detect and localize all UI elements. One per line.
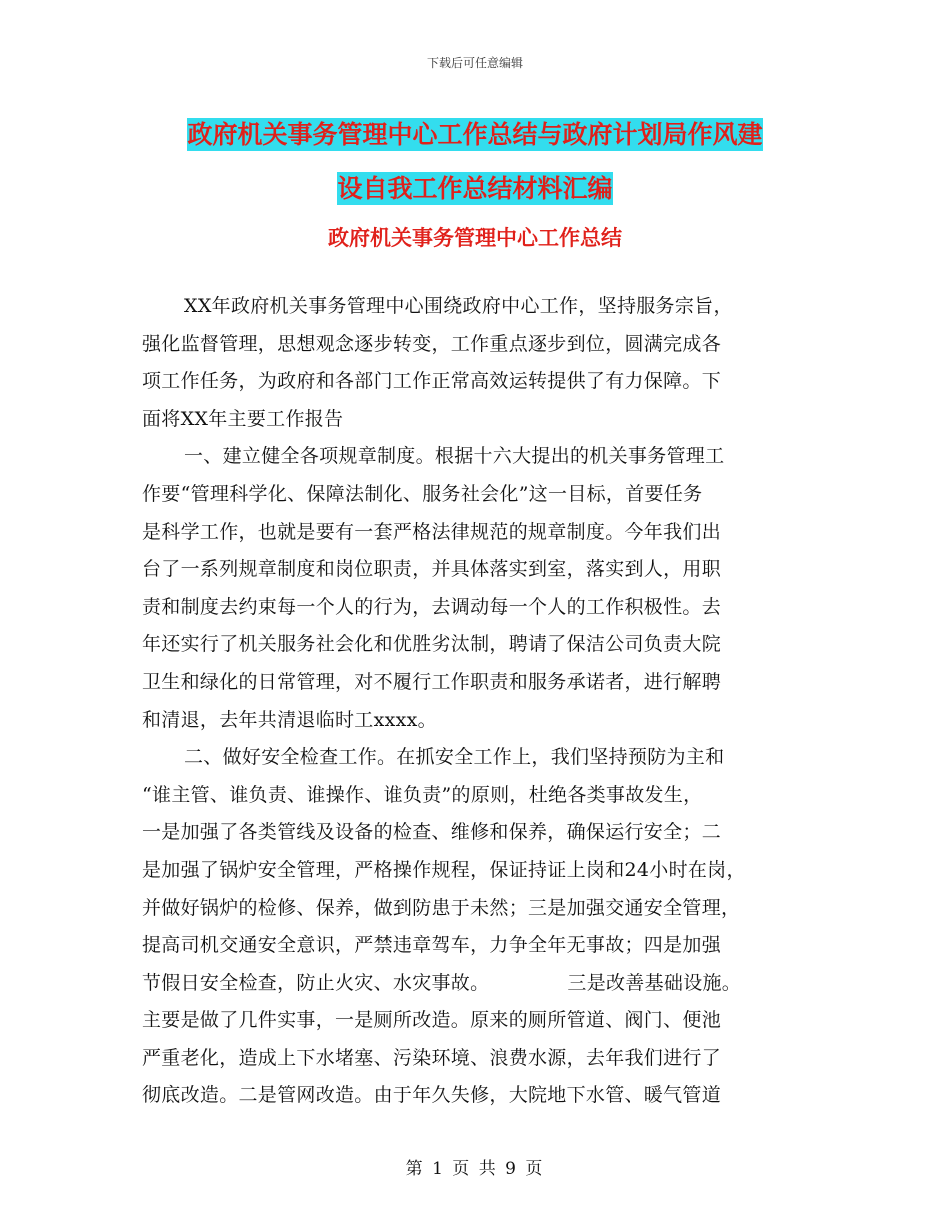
header-note: 下载后可任意编辑	[426, 56, 523, 70]
paragraph-line: 年还实行了机关服务社会化和优胜劣汰制，聘请了保洁公司负责大院	[142, 633, 722, 656]
paragraph-line: “谁主管、谁负责、谁操作、谁负责”的原则，杜绝各类事故发生，	[142, 783, 703, 806]
title-line-1: 政府机关事务管理中心工作总结与政府计划局作风建	[187, 120, 763, 149]
paragraph-line: 是加强了锅炉安全管理，严格操作规程，保证持证上岗和24小时在岗，	[142, 858, 746, 881]
paragraph-line: 责和制度去约束每一个人的行为，去调动每一个人的工作积极性。去	[142, 595, 722, 618]
paragraph-line	[142, 965, 802, 1003]
body-text	[142, 288, 802, 1115]
paragraph-line: 一是加强了各类管线及设备的检查、维修和保养，确保运行安全；二	[142, 821, 722, 844]
paragraph-line: 是科学工作，也就是要有一套严格法律规范的规章制度。今年我们出	[142, 520, 722, 543]
paragraph-line: 项工作任务，为政府和各部门工作正常高效运转提供了有力保障。下	[142, 370, 722, 393]
paragraph-line-tail: 三是改善基础设施。	[567, 971, 742, 994]
paragraph-line: 卫生和绿化的日常管理，对不履行工作职责和服务承诺者，进行解聘	[142, 670, 722, 693]
section-title: 政府机关事务管理中心工作总结	[328, 226, 622, 250]
paragraph-line: 作要“管理科学化、保障法制化、服务社会化”这一目标，首要任务	[142, 482, 703, 505]
paragraph-line: XX年政府机关事务管理中心围绕政府中心工作，坚持服务宗旨，	[184, 295, 733, 317]
paragraph-line: 主要是做了几件实事，一是厕所改造。原来的厕所管道、阀门、便池	[142, 1009, 722, 1032]
paragraph-line: 台了一系列规章制度和岗位职责，并具体落实到室，落实到人，用职	[142, 558, 722, 581]
paragraph-line: 强化监督管理，思想观念逐步转变，工作重点逐步到位，圆满完成各	[142, 332, 722, 355]
paragraph-line: 严重老化，造成上下水堵塞、污染环境、浪费水源，去年我们进行了	[142, 1046, 722, 1069]
paragraph-line: 和清退，去年共清退临时工xxxx。	[142, 708, 437, 731]
paragraph-line: 并做好锅炉的检修、保养，做到防患于未然；三是加强交通安全管理，	[142, 896, 741, 919]
paragraph-line: 彻底改造。二是管网改造。由于年久失修，大院地下水管、暖气管道	[142, 1084, 722, 1107]
document-title	[0, 108, 950, 216]
paragraph-line-text: 节假日安全检查，防止火灾、水灾事故。	[142, 971, 490, 994]
title-line-2: 设自我工作总结材料汇编	[337, 174, 613, 203]
paragraph-line: 二、做好安全检查工作。在抓安全工作上，我们坚持预防为主和	[184, 746, 725, 769]
page-footer: 第 1 页 共 9 页	[405, 1159, 545, 1179]
paragraph-line: 提高司机交通安全意识，严禁违章驾车，力争全年无事故；四是加强	[142, 934, 722, 957]
paragraph-line: 面将XX年主要工作报告	[142, 407, 344, 430]
paragraph-line: 一、建立健全各项规章制度。根据十六大提出的机关事务管理工	[184, 445, 725, 468]
